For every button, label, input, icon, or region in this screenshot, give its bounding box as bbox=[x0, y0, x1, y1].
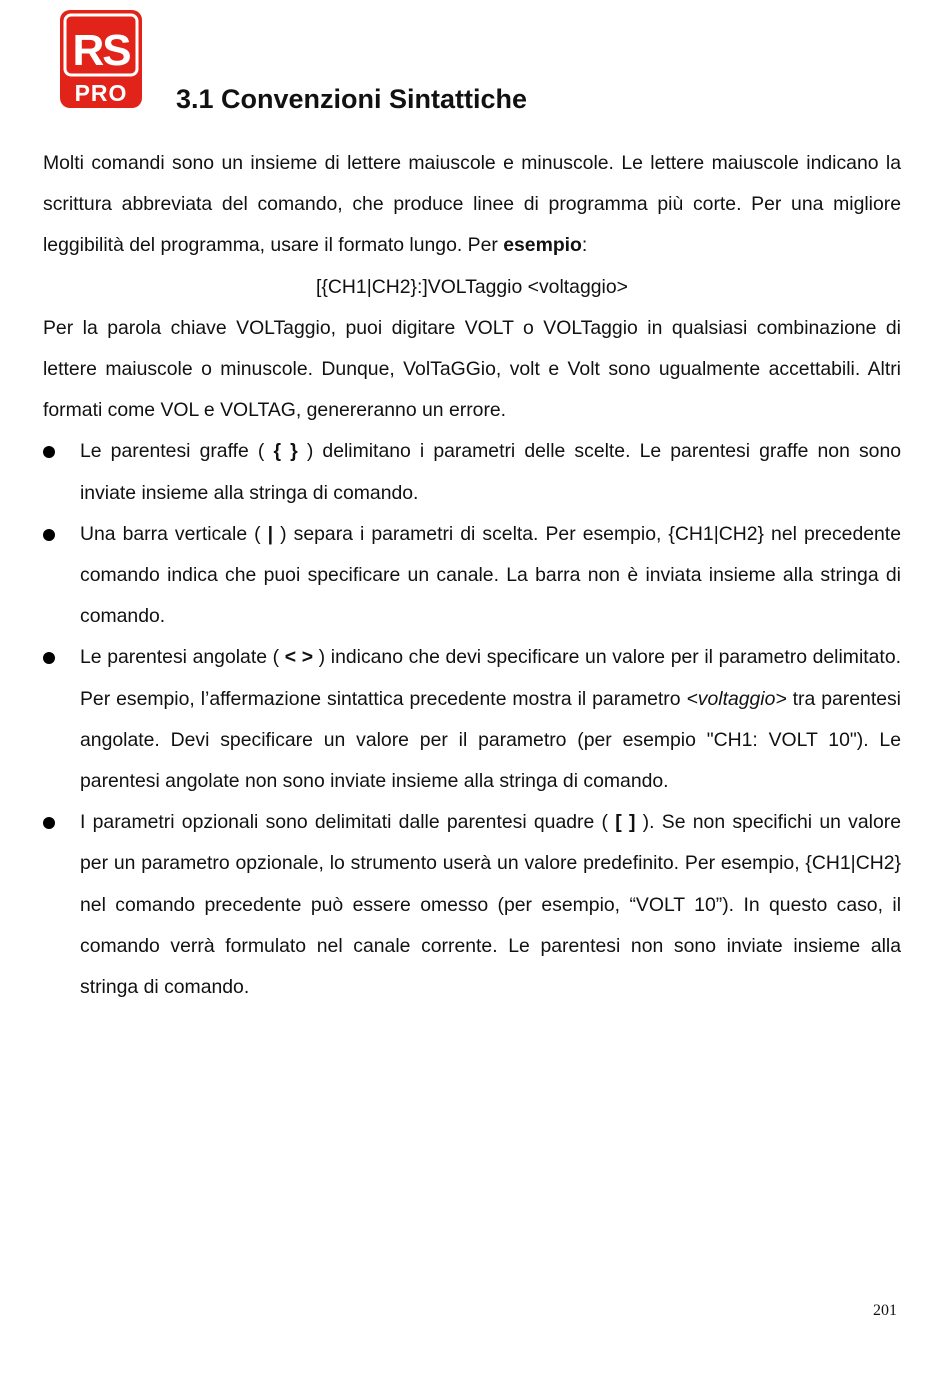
list-item: Le parentesi angolate ( < > ) indicano che devi specificare un valore per il parametro delimitato. Per esempio, l’affermazione sintattica precedente mostra il parametro <voltaggio> tra parentesi angolate. Devi specificare un valore per il parametro (per esempio "CH1: VOLT 10"). Le parentesi angolate non sono inviate insieme alla stringa di comando. bbox=[43, 637, 901, 802]
document-body bbox=[43, 143, 901, 1008]
angle-brackets-symbol: < > bbox=[284, 646, 314, 669]
bullet-icon bbox=[43, 817, 55, 829]
page-number: 201 bbox=[873, 1302, 897, 1319]
square-brackets-symbol: [ ] bbox=[615, 811, 636, 834]
bullet-icon bbox=[43, 652, 55, 664]
braces-symbol: { } bbox=[273, 440, 298, 463]
intro-colon: : bbox=[581, 234, 588, 257]
list-item: Le parentesi graffe ( { } ) delimitano i parametri delle scelte. Le parentesi graffe non sono inviate insieme alla stringa di comando. bbox=[43, 431, 901, 513]
intro-bold-word: esempio bbox=[503, 234, 582, 257]
italic-parameter: <voltaggio> bbox=[686, 687, 787, 710]
rs-pro-logo bbox=[60, 10, 142, 108]
intro-paragraph bbox=[43, 143, 901, 267]
svg-text:RS: RS bbox=[72, 26, 130, 75]
intro-text: Molti comandi sono un insieme di lettere maiuscole e minuscole. Le lettere maiuscole indicano la scrittura abbreviata del comando, che produce linee di programma più corte. Per una migliore leggibilità del programma, usare il formato lungo. Per bbox=[43, 152, 901, 257]
vertical-bar-symbol: | bbox=[267, 522, 274, 545]
list-item: I parametri opzionali sono delimitati dalle parentesi quadre ( [ ] ). Se non specifichi un valore per un parametro opzionale, lo strumento userà un valore predefinito. Per esempio, {CH1|CH2} nel comando precedente può essere omesso (per esempio, “VOLT 10”). In questo caso, il comando verrà formulato nel canale corrente. Le parentesi non sono inviate insieme alla stringa di comando. bbox=[43, 802, 901, 1008]
list-item: Una barra verticale ( | ) separa i parametri di scelta. Per esempio, {CH1|CH2} nel precedente comando indica che puoi specificare un canale. La barra non è inviata insieme alla stringa di comando. bbox=[43, 514, 901, 638]
svg-text:PRO: PRO bbox=[74, 80, 128, 106]
section-heading: 3.1 Convenzioni Sintattiche bbox=[176, 84, 528, 114]
bullet-icon bbox=[43, 446, 55, 458]
keyword-paragraph: Per la parola chiave VOLTaggio, puoi digitare VOLT o VOLTaggio in qualsiasi combinazione di lettere maiuscole o minuscole. Dunque, VolTaGGio, volt e Volt sono ugualmente accettabili. Altri formati come VOL e VOLTAG, genereranno un errore. bbox=[43, 316, 901, 422]
bullet-icon bbox=[43, 529, 55, 541]
syntax-rules-list bbox=[43, 431, 901, 1008]
example-command: [{CH1|CH2}:]VOLTaggio <voltaggio> bbox=[316, 275, 628, 298]
